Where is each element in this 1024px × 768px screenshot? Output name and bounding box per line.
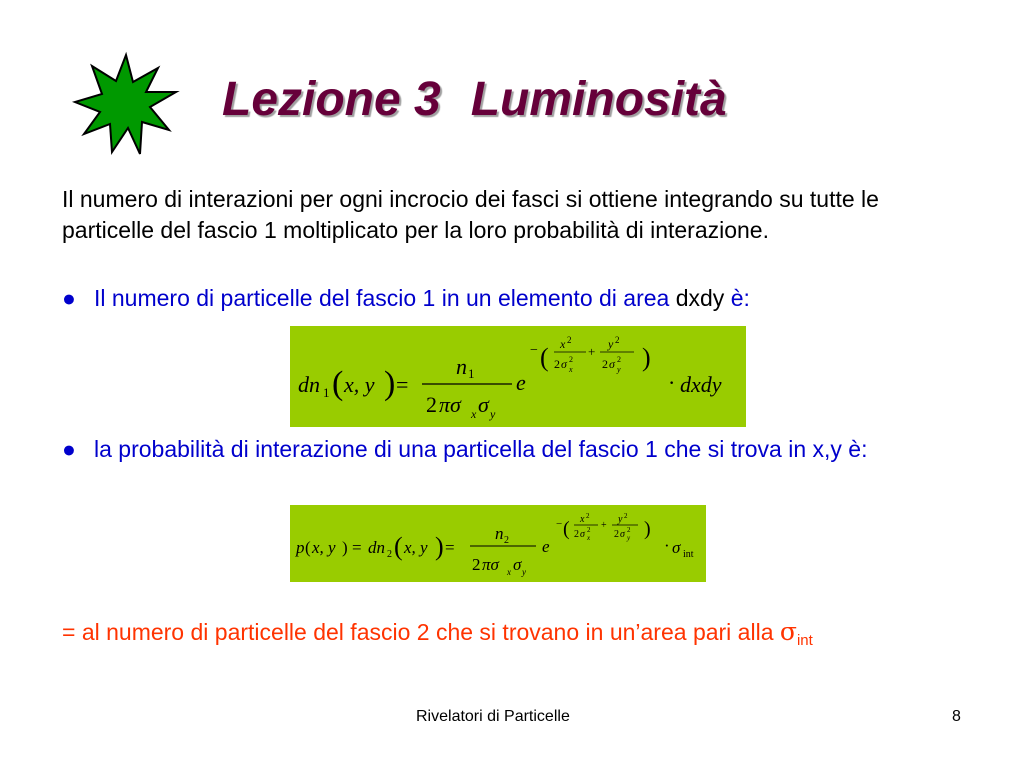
svg-text:x: x <box>560 337 566 351</box>
svg-text:2: 2 <box>387 549 392 560</box>
title-topic: Luminosità <box>470 73 727 126</box>
svg-text:n: n <box>495 524 504 543</box>
svg-text:σ: σ <box>513 555 522 574</box>
bullet-1-highlight: dxdy <box>675 285 725 311</box>
svg-text:e: e <box>542 537 550 556</box>
svg-text:σ: σ <box>620 529 625 540</box>
svg-text:2: 2 <box>586 512 590 520</box>
svg-text:(: ( <box>540 343 549 372</box>
svg-text:y: y <box>490 407 496 421</box>
svg-text:x: x <box>587 534 591 542</box>
svg-text:dn: dn <box>298 372 320 397</box>
svg-text:n: n <box>456 354 467 379</box>
bullet-1-text: Il numero di particelle del fascio 1 in un elemento di area <box>94 285 676 311</box>
svg-text:): ) <box>435 532 444 561</box>
svg-text:+: + <box>601 520 607 531</box>
svg-text:): ) <box>342 538 348 557</box>
svg-text:2: 2 <box>472 555 481 574</box>
svg-text:·: · <box>668 370 676 395</box>
svg-text:=: = <box>352 538 362 557</box>
formula-probability <box>290 505 706 582</box>
svg-text:πσ: πσ <box>439 392 461 417</box>
svg-text:(: ( <box>563 518 570 540</box>
bullet-icon: ● <box>62 285 76 311</box>
svg-text:x: x <box>569 365 573 374</box>
svg-text:2: 2 <box>504 535 509 546</box>
footer-title: Rivelatori di Particelle <box>416 708 570 725</box>
svg-text:2: 2 <box>554 357 560 371</box>
svg-text:(: ( <box>394 532 403 561</box>
svg-text:dxdy: dxdy <box>680 372 722 397</box>
conclusion-text <box>62 616 962 656</box>
svg-text:2: 2 <box>617 355 621 364</box>
svg-text:2: 2 <box>602 357 608 371</box>
bullet-item-1 <box>62 283 962 314</box>
svg-text:x, y: x, y <box>404 538 428 557</box>
svg-text:2: 2 <box>627 526 631 534</box>
svg-text:2: 2 <box>614 529 619 540</box>
bullet-icon: ● <box>62 436 76 462</box>
svg-text:(: ( <box>332 365 344 402</box>
svg-text:2: 2 <box>615 335 620 345</box>
svg-text:−: − <box>530 343 538 358</box>
svg-text:1: 1 <box>323 385 330 400</box>
svg-text:2: 2 <box>569 355 573 364</box>
formula-1-text <box>290 326 746 427</box>
slide-title <box>222 73 727 126</box>
svg-text:p: p <box>296 538 305 557</box>
svg-text:dn: dn <box>368 538 385 557</box>
svg-text:x, y: x, y <box>344 372 375 397</box>
svg-text:=: = <box>445 538 455 557</box>
svg-text:σ: σ <box>672 538 681 557</box>
svg-text:1: 1 <box>468 366 475 381</box>
formula-dn1 <box>290 326 746 427</box>
svg-text:y: y <box>617 365 621 374</box>
svg-text:x: x <box>580 514 585 525</box>
bullet-1-suffix: è: <box>724 285 750 311</box>
svg-text:int: int <box>683 549 694 560</box>
svg-text:2: 2 <box>587 526 591 534</box>
svg-text:y: y <box>627 534 631 542</box>
svg-text:y: y <box>618 514 623 525</box>
svg-text:2: 2 <box>567 335 572 345</box>
svg-text:2: 2 <box>574 529 579 540</box>
svg-text:2: 2 <box>426 392 437 417</box>
conclusion-body: = al numero di particelle del fascio 2 che si trovano in un’area pari alla <box>62 619 780 645</box>
page-number: 8 <box>952 708 961 725</box>
svg-text:x: x <box>507 567 511 577</box>
svg-text:2: 2 <box>624 512 628 520</box>
formula-2-text <box>290 505 706 582</box>
svg-text:·: · <box>664 536 670 555</box>
svg-text:): ) <box>642 343 651 372</box>
svg-text:σ: σ <box>609 357 615 371</box>
sigma-symbol: σ <box>779 617 797 646</box>
svg-text:e: e <box>516 370 526 395</box>
svg-text:=: = <box>396 372 409 397</box>
svg-text:): ) <box>384 365 396 402</box>
bullet-2-text: la probabilità di interazione di una particella del fascio 1 che si trova in x,y è: <box>94 436 868 462</box>
sigma-subscript: int <box>796 632 813 649</box>
svg-text:σ: σ <box>580 529 585 540</box>
svg-text:πσ: πσ <box>482 555 499 574</box>
svg-text:−: − <box>556 518 563 530</box>
bullet-item-2 <box>62 434 962 465</box>
svg-text:+: + <box>588 344 596 359</box>
svg-text:x, y: x, y <box>312 538 336 557</box>
svg-text:x: x <box>471 407 477 421</box>
intro-paragraph: Il numero di interazioni per ogni incrocio dei fasci si ottiene integrando su tutte le particelle del fascio 1 moltiplicato per la loro probabilità di interazione. <box>62 186 879 243</box>
svg-text:σ: σ <box>561 357 567 371</box>
star-burst-icon <box>70 50 182 160</box>
svg-text:y: y <box>608 337 614 351</box>
svg-text:y: y <box>522 567 526 577</box>
svg-text:σ: σ <box>478 392 489 417</box>
title-lesson: Lezione 3 <box>222 73 441 126</box>
svg-text:(: ( <box>305 538 311 557</box>
svg-text:): ) <box>644 518 651 540</box>
